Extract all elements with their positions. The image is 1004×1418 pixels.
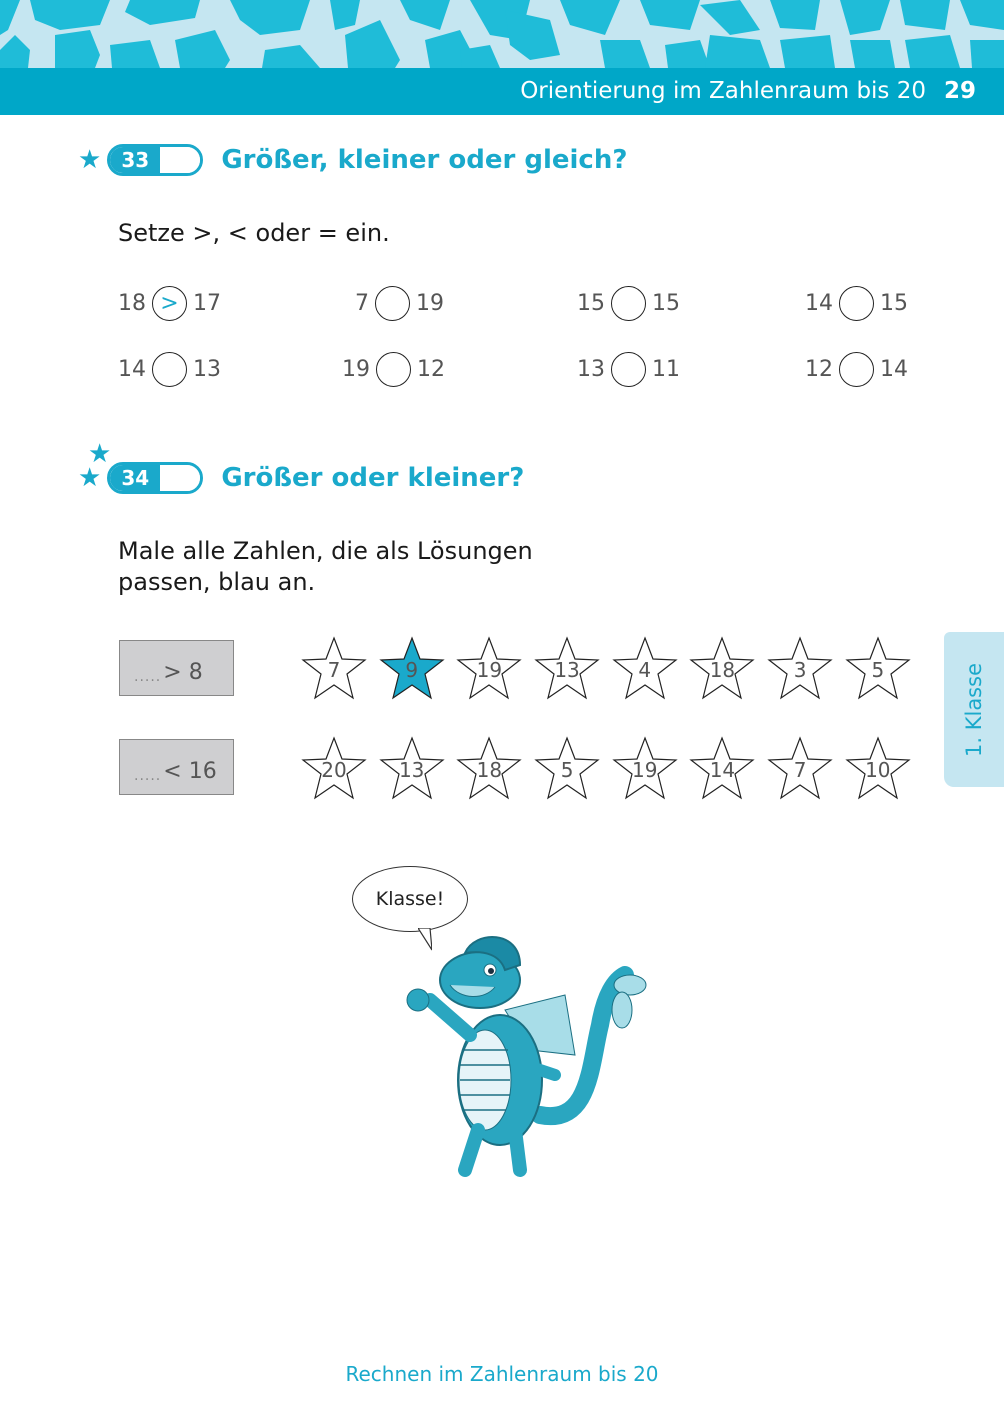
answer-circle[interactable] bbox=[375, 286, 410, 321]
star-number: 5 bbox=[871, 658, 885, 682]
task-34-header bbox=[78, 462, 524, 494]
star-number: 19 bbox=[632, 758, 658, 782]
number-star[interactable] bbox=[767, 636, 833, 702]
left-number: 12 bbox=[805, 357, 833, 382]
right-number: 19 bbox=[416, 291, 444, 316]
task-number-badge bbox=[107, 462, 203, 494]
left-number: 19 bbox=[342, 357, 370, 382]
star-number: 18 bbox=[476, 758, 503, 782]
comparison-item bbox=[118, 352, 221, 387]
right-number: 14 bbox=[880, 357, 908, 382]
checkbox-area[interactable] bbox=[160, 147, 200, 173]
star-number: 10 bbox=[865, 758, 891, 782]
answer-circle[interactable] bbox=[152, 352, 187, 387]
number-star[interactable] bbox=[612, 636, 678, 702]
task-instruction bbox=[118, 536, 533, 598]
left-number: 18 bbox=[118, 291, 146, 316]
answer-circle[interactable] bbox=[376, 352, 411, 387]
condition-box bbox=[119, 640, 234, 696]
comparison-item bbox=[577, 286, 680, 321]
speech-text: Klasse! bbox=[375, 888, 445, 910]
task-instruction: Setze >, < oder = ein. bbox=[118, 219, 390, 247]
left-number: 13 bbox=[577, 357, 605, 382]
star-number: 18 bbox=[709, 658, 736, 682]
star-number: 3 bbox=[793, 658, 807, 682]
left-number: 7 bbox=[355, 291, 369, 316]
star-number: 14 bbox=[709, 758, 736, 782]
instruction-line: Male alle Zahlen, die als Lösungen bbox=[118, 537, 533, 565]
right-number: 13 bbox=[193, 357, 221, 382]
header-pattern bbox=[0, 0, 1004, 68]
left-number: 14 bbox=[118, 357, 146, 382]
left-number: 14 bbox=[805, 291, 833, 316]
grade-side-tab bbox=[944, 632, 1004, 787]
speech-bubble bbox=[352, 866, 468, 932]
comparison-item bbox=[577, 352, 680, 387]
number-star[interactable] bbox=[301, 636, 367, 702]
number-star[interactable] bbox=[456, 636, 522, 702]
comparison-item bbox=[118, 286, 221, 321]
comparison-item bbox=[805, 286, 908, 321]
task-33-header bbox=[78, 144, 627, 176]
number-star[interactable] bbox=[767, 736, 833, 802]
task-number-badge bbox=[107, 144, 203, 176]
task-title: Größer, kleiner oder gleich? bbox=[221, 145, 628, 175]
difficulty-star-icon: ★ bbox=[78, 463, 102, 493]
left-number: 15 bbox=[577, 291, 605, 316]
answer-circle[interactable] bbox=[611, 286, 646, 321]
number-stars-row bbox=[301, 636, 923, 702]
number-star-filled[interactable] bbox=[379, 636, 445, 702]
number-star[interactable] bbox=[689, 736, 755, 802]
comparison-item bbox=[342, 352, 445, 387]
star-number: 20 bbox=[321, 758, 347, 782]
blank-dots: ..... bbox=[134, 768, 162, 784]
grade-label: 1. Klasse bbox=[962, 662, 986, 757]
number-star[interactable] bbox=[534, 636, 600, 702]
star-number: 4 bbox=[638, 658, 652, 682]
instruction-line: passen, blau an. bbox=[118, 568, 316, 596]
task-title: Größer oder kleiner? bbox=[221, 463, 525, 493]
comparison-item bbox=[805, 352, 908, 387]
checkbox-area[interactable] bbox=[160, 465, 200, 491]
number-star[interactable] bbox=[456, 736, 522, 802]
condition-text: < 16 bbox=[163, 759, 217, 784]
right-number: 15 bbox=[652, 291, 680, 316]
answer-circle[interactable]: > bbox=[152, 286, 187, 321]
footer-text: Rechnen im Zahlenraum bis 20 bbox=[345, 1362, 659, 1386]
number-star[interactable] bbox=[612, 736, 678, 802]
task-number: 34 bbox=[110, 465, 160, 491]
star-number: 9 bbox=[405, 658, 419, 682]
number-star[interactable] bbox=[689, 636, 755, 702]
right-number: 12 bbox=[417, 357, 445, 382]
blank-dots: ..... bbox=[134, 669, 162, 685]
number-stars-row bbox=[301, 736, 923, 802]
right-number: 17 bbox=[193, 291, 221, 316]
comparison-item bbox=[355, 286, 444, 321]
right-number: 11 bbox=[652, 357, 680, 382]
number-star[interactable] bbox=[845, 736, 911, 802]
task-number: 33 bbox=[110, 147, 160, 173]
answer-circle[interactable] bbox=[611, 352, 646, 387]
star-number: 13 bbox=[398, 758, 425, 782]
difficulty-star-icon: ★ bbox=[78, 145, 102, 175]
star-number: 7 bbox=[793, 758, 807, 782]
chapter-title: Orientierung im Zahlenraum bis 20 bbox=[520, 78, 926, 104]
dragon-mascot-icon bbox=[390, 925, 660, 1185]
difficulty-star-icon: ★ bbox=[88, 439, 112, 469]
giraffe-pattern-icon bbox=[0, 0, 1004, 68]
star-number: 5 bbox=[560, 758, 574, 782]
number-star[interactable] bbox=[845, 636, 911, 702]
star-number: 7 bbox=[327, 658, 341, 682]
number-star[interactable] bbox=[379, 736, 445, 802]
answer-circle[interactable] bbox=[839, 352, 874, 387]
number-star[interactable] bbox=[301, 736, 367, 802]
right-number: 15 bbox=[880, 291, 908, 316]
condition-text: > 8 bbox=[163, 660, 203, 685]
condition-box bbox=[119, 739, 234, 795]
star-number: 13 bbox=[554, 658, 580, 682]
number-star[interactable] bbox=[534, 736, 600, 802]
page-number: 29 bbox=[943, 78, 976, 104]
answer-circle[interactable] bbox=[839, 286, 874, 321]
star-number: 19 bbox=[476, 658, 503, 682]
